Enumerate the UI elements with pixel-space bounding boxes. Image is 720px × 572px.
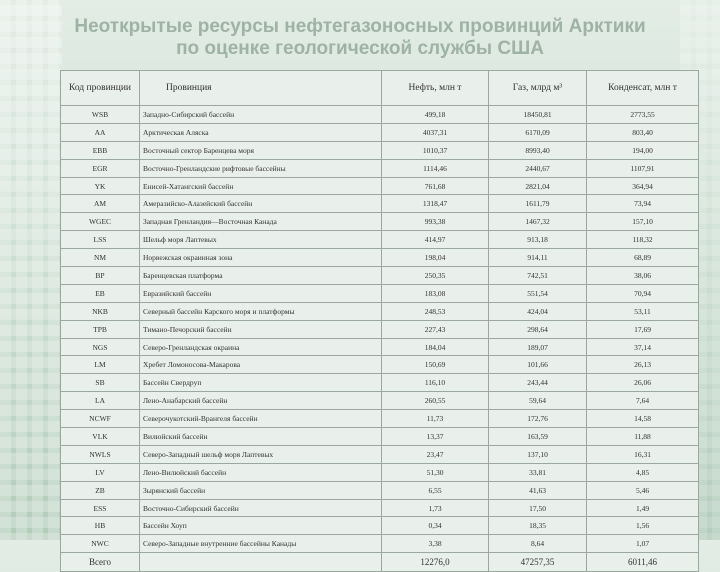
row-province: Хребет Ломоносова-Макарова	[140, 356, 382, 374]
row-province: Северо-Западный шельф моря Лаптевых	[140, 445, 382, 463]
row-code: LA	[61, 392, 140, 410]
table-row	[61, 177, 699, 195]
header-code: Код провинции	[61, 71, 140, 106]
row-code: EB	[61, 284, 140, 302]
row-gas: 243,44	[489, 374, 587, 392]
row-condensate: 37,14	[587, 338, 699, 356]
row-code: SB	[61, 374, 140, 392]
row-province: Зырянский бассейн	[140, 481, 382, 499]
table-row	[61, 284, 699, 302]
row-code: WGEC	[61, 213, 140, 231]
table-row	[61, 481, 699, 499]
row-code: NM	[61, 249, 140, 267]
row-gas: 913,18	[489, 231, 587, 249]
row-code: VLK	[61, 428, 140, 446]
row-code: NKB	[61, 302, 140, 320]
row-province: Тимано-Печорский бассейн	[140, 320, 382, 338]
row-oil: 51,30	[382, 463, 489, 481]
table-row	[61, 267, 699, 285]
table-row	[61, 499, 699, 517]
table-row	[61, 195, 699, 213]
row-gas: 172,76	[489, 410, 587, 428]
row-code: EBB	[61, 141, 140, 159]
table-body	[61, 106, 699, 572]
row-gas: 137,10	[489, 445, 587, 463]
row-oil: 184,04	[382, 338, 489, 356]
row-code: AM	[61, 195, 140, 213]
row-condensate: 26,06	[587, 374, 699, 392]
table-row	[61, 535, 699, 553]
row-condensate: 14,58	[587, 410, 699, 428]
row-province: Енисей-Хатангский бассейн	[140, 177, 382, 195]
row-code: NWLS	[61, 445, 140, 463]
row-oil: 227,43	[382, 320, 489, 338]
resources-table	[60, 70, 699, 572]
table-row	[61, 445, 699, 463]
row-gas: 1467,32	[489, 213, 587, 231]
row-condensate: 194,00	[587, 141, 699, 159]
row-condensate: 803,40	[587, 123, 699, 141]
row-province: Норвежская окраинная зона	[140, 249, 382, 267]
header-province: Провинция	[140, 71, 382, 106]
row-code: NWC	[61, 535, 140, 553]
row-oil: 1114,46	[382, 159, 489, 177]
row-province: Восточный сектор Баренцева моря	[140, 141, 382, 159]
row-condensate: 1,49	[587, 499, 699, 517]
table-row	[61, 231, 699, 249]
row-gas: 298,64	[489, 320, 587, 338]
row-condensate: 1,56	[587, 517, 699, 535]
table-row	[61, 338, 699, 356]
row-gas: 163,59	[489, 428, 587, 446]
row-oil: 150,69	[382, 356, 489, 374]
row-oil: 116,10	[382, 374, 489, 392]
row-condensate: 7,64	[587, 392, 699, 410]
row-condensate: 157,10	[587, 213, 699, 231]
total-gas: 47257,35	[489, 553, 587, 572]
row-code: BP	[61, 267, 140, 285]
row-condensate: 68,89	[587, 249, 699, 267]
table-row	[61, 356, 699, 374]
row-oil: 23,47	[382, 445, 489, 463]
row-code: LV	[61, 463, 140, 481]
row-province: Бассейн Хоуп	[140, 517, 382, 535]
row-oil: 761,68	[382, 177, 489, 195]
title-line-2: по оценке геологической службы США	[176, 38, 544, 59]
row-gas: 18,35	[489, 517, 587, 535]
row-oil: 3,38	[382, 535, 489, 553]
table-row	[61, 159, 699, 177]
row-gas: 33,81	[489, 463, 587, 481]
row-oil: 13,37	[382, 428, 489, 446]
row-condensate: 4,85	[587, 463, 699, 481]
row-condensate: 1107,91	[587, 159, 699, 177]
row-oil: 0,34	[382, 517, 489, 535]
row-condensate: 2773,55	[587, 106, 699, 124]
row-condensate: 16,31	[587, 445, 699, 463]
row-condensate: 364,94	[587, 177, 699, 195]
title-line-1: Неоткрытые ресурсы нефтегазоносных провинций Арктики	[74, 16, 646, 37]
row-gas: 18450,81	[489, 106, 587, 124]
row-province: Северочукотский-Врангеля бассейн	[140, 410, 382, 428]
total-oil: 12276,0	[382, 553, 489, 572]
left-decoration	[0, 0, 62, 540]
table-row	[61, 392, 699, 410]
row-oil: 1318,47	[382, 195, 489, 213]
row-gas: 914,11	[489, 249, 587, 267]
row-oil: 6,55	[382, 481, 489, 499]
row-condensate: 26,13	[587, 356, 699, 374]
row-gas: 6170,09	[489, 123, 587, 141]
table-row	[61, 302, 699, 320]
row-oil: 11,73	[382, 410, 489, 428]
row-gas: 189,07	[489, 338, 587, 356]
row-code: WSB	[61, 106, 140, 124]
row-oil: 260,55	[382, 392, 489, 410]
row-province: Северо-Западные внутренние бассейны Канады	[140, 535, 382, 553]
row-code: NGS	[61, 338, 140, 356]
row-code: ESS	[61, 499, 140, 517]
row-code: YK	[61, 177, 140, 195]
table-row	[61, 517, 699, 535]
row-condensate: 73,94	[587, 195, 699, 213]
header-gas: Газ, млрд м³	[489, 71, 587, 106]
row-gas: 551,54	[489, 284, 587, 302]
row-code: TPB	[61, 320, 140, 338]
row-gas: 8,64	[489, 535, 587, 553]
row-gas: 2821,04	[489, 177, 587, 195]
row-condensate: 17,69	[587, 320, 699, 338]
table-row	[61, 463, 699, 481]
table-row	[61, 428, 699, 446]
header-condensate: Конденсат, млн т	[587, 71, 699, 106]
row-code: LM	[61, 356, 140, 374]
row-province: Лено-Вилюйский бассейн	[140, 463, 382, 481]
row-oil: 1010,37	[382, 141, 489, 159]
row-oil: 993,38	[382, 213, 489, 231]
row-province: Северо-Гренландская окраина	[140, 338, 382, 356]
row-province: Восточно-Гренландские рифтовые бассейны	[140, 159, 382, 177]
row-province: Баренцевская платформа	[140, 267, 382, 285]
row-code: HB	[61, 517, 140, 535]
row-province: Арктическая Аляска	[140, 123, 382, 141]
row-province: Вилюйский бассейн	[140, 428, 382, 446]
row-gas: 424,04	[489, 302, 587, 320]
row-province: Бассейн Свердруп	[140, 374, 382, 392]
total-label: Всего	[61, 553, 140, 572]
row-province: Амеразийско-Алазейский бассейн	[140, 195, 382, 213]
row-gas: 742,51	[489, 267, 587, 285]
row-oil: 183,08	[382, 284, 489, 302]
row-oil: 499,18	[382, 106, 489, 124]
row-gas: 1611,79	[489, 195, 587, 213]
row-code: NCWF	[61, 410, 140, 428]
row-condensate: 1,07	[587, 535, 699, 553]
row-code: LSS	[61, 231, 140, 249]
row-condensate: 5,46	[587, 481, 699, 499]
row-code: ZB	[61, 481, 140, 499]
row-condensate: 38,06	[587, 267, 699, 285]
table-row	[61, 213, 699, 231]
row-condensate: 53,11	[587, 302, 699, 320]
table-row	[61, 106, 699, 124]
row-oil: 248,53	[382, 302, 489, 320]
total-empty	[140, 553, 382, 572]
row-gas: 59,64	[489, 392, 587, 410]
row-province: Лено-Анабарский бассейн	[140, 392, 382, 410]
row-condensate: 118,32	[587, 231, 699, 249]
row-condensate: 11,88	[587, 428, 699, 446]
row-oil: 4037,31	[382, 123, 489, 141]
table-row	[61, 410, 699, 428]
table-row	[61, 141, 699, 159]
row-oil: 250,35	[382, 267, 489, 285]
row-province: Восточно-Сибирский бассейн	[140, 499, 382, 517]
row-oil: 414,97	[382, 231, 489, 249]
row-province: Северный бассейн Карского моря и платформы	[140, 302, 382, 320]
row-gas: 101,66	[489, 356, 587, 374]
table-header-row	[61, 71, 699, 106]
table-row	[61, 374, 699, 392]
total-condensate: 6011,46	[587, 553, 699, 572]
row-province: Западная Гренландия—Восточная Канада	[140, 213, 382, 231]
table-row	[61, 123, 699, 141]
total-row	[61, 553, 699, 572]
row-oil: 1,73	[382, 499, 489, 517]
page-title	[60, 16, 660, 60]
row-gas: 41,63	[489, 481, 587, 499]
row-province: Шельф моря Лаптевых	[140, 231, 382, 249]
table-row	[61, 249, 699, 267]
row-province: Евразийский бассейн	[140, 284, 382, 302]
row-gas: 2440,67	[489, 159, 587, 177]
row-gas: 8993,40	[489, 141, 587, 159]
row-gas: 17,50	[489, 499, 587, 517]
row-province: Западно-Сибирский бассейн	[140, 106, 382, 124]
header-oil: Нефть, млн т	[382, 71, 489, 106]
row-code: EGR	[61, 159, 140, 177]
table-row	[61, 320, 699, 338]
row-code: AA	[61, 123, 140, 141]
row-condensate: 70,94	[587, 284, 699, 302]
row-oil: 198,04	[382, 249, 489, 267]
